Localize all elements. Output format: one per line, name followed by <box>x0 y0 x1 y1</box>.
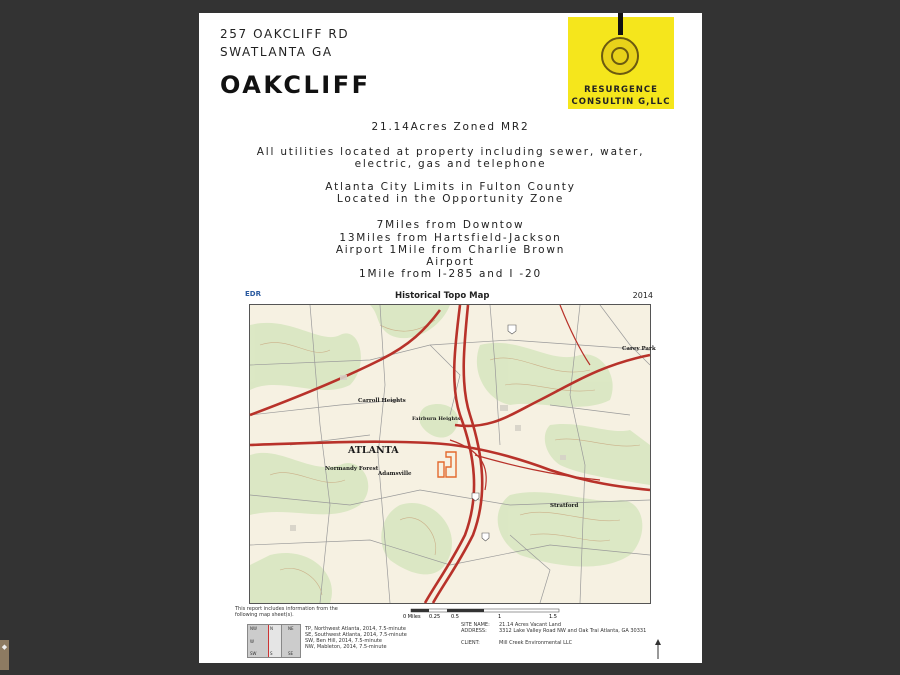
quad-3: SW, Ben Hill, 2014, 7.5-minute <box>305 638 382 644</box>
distance-charlie-brown: Airport 1Mile from Charlie Brown <box>335 244 566 256</box>
quadrangle-key <box>247 624 301 658</box>
listing-flyer <box>199 13 702 663</box>
scale-label-3: 1 <box>498 614 502 620</box>
north-arrow-icon <box>655 639 661 659</box>
city-limits: Atlanta City Limits in Fulton County <box>325 181 576 193</box>
address-line-2: SWATLANTA GA <box>220 45 333 59</box>
topo-map-graphic <box>250 305 656 603</box>
utilities-line-2: electric, gas and telephone <box>354 158 547 170</box>
key-s: S <box>270 651 273 656</box>
resurgence-logo <box>568 17 674 109</box>
scale-label-4: 1.5 <box>549 614 557 620</box>
scale-label-2: 0.5 <box>451 614 459 620</box>
map-year: 2014 <box>632 291 653 300</box>
address-line-1: 257 OAKCLIFF RD <box>220 27 350 41</box>
map-label-fairburn-heights: Fairburn Heights <box>412 416 461 422</box>
edr-logo: EDR <box>245 290 261 298</box>
distance-airport-word: Airport <box>426 256 475 268</box>
scale-label-0: 0 Miles <box>403 614 421 620</box>
map-label-normandy-forest: Normandy Forest <box>325 466 379 472</box>
topo-map <box>249 304 656 604</box>
utilities-line-1: All utilities located at property including sewer, water, <box>256 146 645 158</box>
property-address <box>220 25 349 61</box>
acreage-zoning: 21.14Acres Zoned MR2 <box>371 121 530 133</box>
site-info <box>461 622 661 646</box>
map-label-adamsville: Adamsville <box>378 471 412 477</box>
map-label-carroll-heights: Carroll Heights <box>358 398 406 404</box>
logo-hanger <box>618 13 623 35</box>
address-label: ADDRESS: <box>461 628 487 634</box>
distance-interstates: 1Mile from I-285 and I -20 <box>359 268 542 280</box>
distance-downtown: 7Miles from Downtow <box>376 219 525 231</box>
map-label-atlanta: ATLANTA <box>348 445 399 456</box>
scale-label-1: 0.25 <box>429 614 441 620</box>
logo-line-2: CONSULTIN G,LLC <box>571 97 671 107</box>
map-label-carey-park: Carey Park <box>622 346 656 352</box>
map-title: Historical Topo Map <box>395 291 490 301</box>
client-label: CLIENT: <box>461 640 480 646</box>
quad-4: NW, Mableton, 2014, 7.5-minute <box>305 644 387 650</box>
property-title: OAKCLIFF <box>220 71 371 99</box>
corner-watermark-icon: ◆ <box>0 640 9 670</box>
map-footer <box>235 606 665 661</box>
quad-1: TP, Northwest Atlanta, 2014, 7.5-minute <box>305 626 406 632</box>
key-sw: SW <box>250 651 257 656</box>
quad-2: SE, Southwest Atlanta, 2014, 7.5-minute <box>305 632 407 638</box>
address-value: 3312 Lake Valley Road NW and Oak Trai Atlanta, GA 30331 <box>499 628 647 634</box>
quadrangle-list <box>305 626 415 650</box>
map-label-stratford: Stratford <box>550 503 579 509</box>
opportunity-zone: Located in the Opportunity Zone <box>336 193 565 205</box>
site-name-value: 21.14 Acres Vacant Land <box>499 622 562 628</box>
seal-icon <box>601 37 639 75</box>
map-note: This report includes information from the following map sheet(s). <box>235 606 338 618</box>
logo-line-1: RESURGENCE <box>584 85 658 95</box>
key-w: W <box>250 639 254 644</box>
client-value: Mill Creek Environmental LLC <box>499 640 573 646</box>
scale-bar <box>403 606 563 620</box>
key-nw: NW <box>250 626 257 631</box>
key-ne: NE <box>288 626 294 631</box>
site-name-label: SITE NAME: <box>461 622 490 628</box>
distance-hartsfield: 13Miles from Hartsfield-Jackson <box>339 232 562 244</box>
key-se: SE <box>288 651 294 656</box>
key-n: N <box>270 626 273 631</box>
